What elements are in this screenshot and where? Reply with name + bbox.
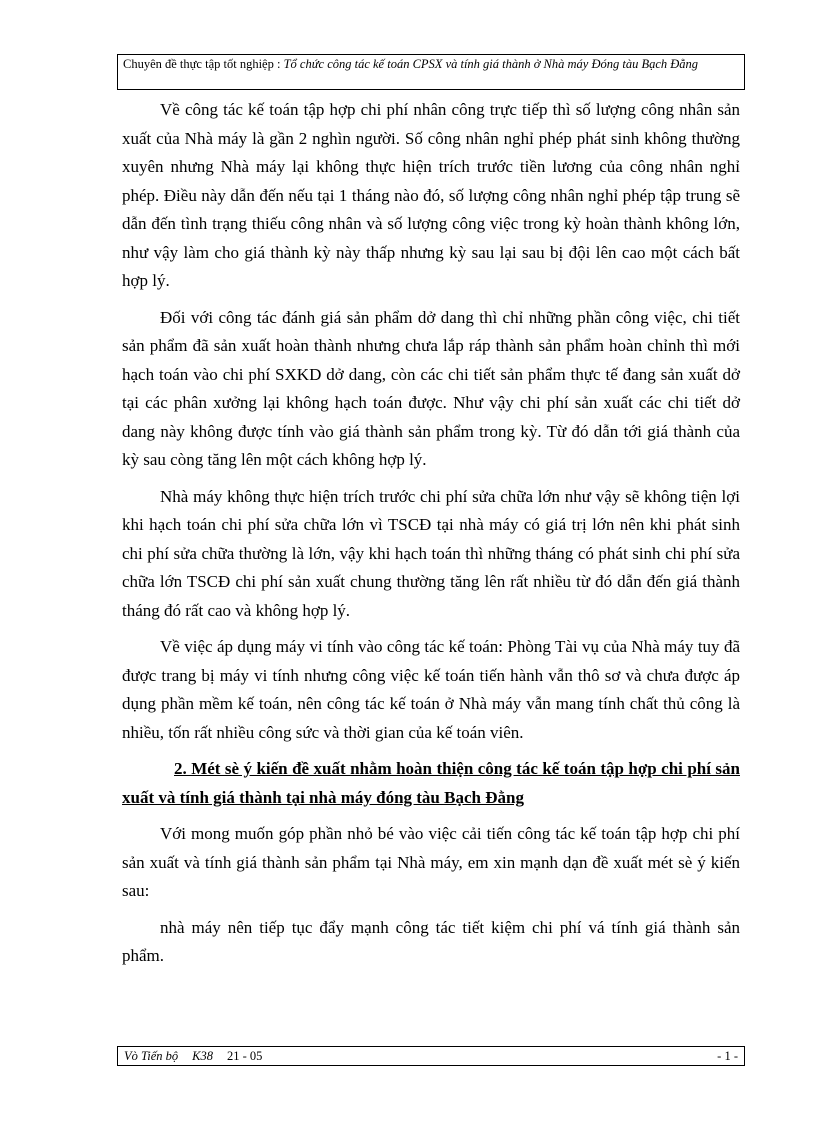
- page-footer: [117, 1046, 745, 1066]
- footer-code: 21 - 05: [227, 1049, 263, 1063]
- footer-author-info: [124, 1048, 276, 1065]
- page-header: [117, 54, 745, 90]
- section-heading: 2. Mét sè ý kiến đề xuất nhằm hoàn thiện công tác kế toán tập hợp chi phí sản xuất và tính giá thành tại nhà máy đóng tàu Bạch Đằng: [122, 759, 740, 807]
- header-prefix: Chuyên đề thực tập tốt nghiệp :: [123, 57, 284, 71]
- header-title: Tổ chức công tác kế toán CPSX và tính giá thành ở Nhà máy Đóng tàu Bạch Đằng: [283, 57, 699, 71]
- footer-author: Vò Tiến bộ: [124, 1049, 179, 1063]
- paragraph-5: Với mong muốn góp phần nhỏ bé vào việc cải tiến công tác kế toán tập hợp chi phí sản xuất và tính giá thành sản phẩm tại Nhà máy, em xin mạnh dạn đề xuất mét sè ý kiến sau:: [122, 824, 740, 900]
- page-number: - 1 -: [717, 1049, 738, 1063]
- paragraph-2: Đối với công tác đánh giá sản phẩm dở dang thì chỉ những phần công việc, chi tiết sản phẩm đã sản xuất hoàn thành nhưng chưa lắp ráp thành sản phẩm hoàn chỉnh thì mới hạch toán vào chi phí SXKD dở dang, còn các chi tiết sản phẩm thực tế đang sản xuất dở tại các phân xưởng lại không hạch toán được. Như vậy chi phí sản xuất các chi tiết dở dang này không được tính vào giá thành sản phẩm trong kỳ. Từ đó dẫn tới giá thành của kỳ sau còng tăng lên một cách không hợp lý.: [122, 307, 740, 469]
- paragraph-3: Nhà máy không thực hiện trích trước chi phí sửa chữa lớn như vậy sẽ không tiện lợi khi hạch toán chi phí sửa chữa lớn vì TSCĐ tại nhà máy có giá trị lớn nên khi phát sinh chi phí sửa chữa thường là lớn, vậy khi hạch toán thì những tháng có phát sinh chi phí sửa chữa lớn TSCĐ chi phí sản xuất chung thường tăng lên rất nhiều từ đó dẫn đến giá thành tháng đó rất cao và không hợp lý.: [122, 486, 740, 620]
- paragraph-1: Về công tác kế toán tập hợp chi phí nhân công trực tiếp thì số lượng công nhân sản xuất của Nhà máy là gần 2 nghìn người. Số công nhân nghỉ phép phát sinh không thường xuyên nhưng Nhà máy lại không thực hiện trích trước tiền lương của công nhân nghỉ phép. Điều này dẫn đến nếu tại 1 tháng nào đó, số lượng công nhân nghỉ phép tập trung sẽ dẫn đến tình trạng thiếu công nhân và số lượng công việc trong kỳ hoàn thành không lớn, như vậy làm cho giá thành kỳ này thấp nhưng kỳ sau lại sau bị đội lên cao một cách bất hợp lý.: [122, 100, 740, 290]
- paragraph-4: Về việc áp dụng máy vi tính vào công tác kế toán: Phòng Tài vụ của Nhà máy tuy đã được trang bị máy vi tính nhưng công việc kế toán tiến hành vẫn thô sơ và chưa được áp dụng phần mềm kế toán, nên công tác kế toán ở Nhà máy vẫn mang tính chất thủ công là nhiều, tốn rất nhiều công sức và thời gian của kế toán viên.: [122, 637, 740, 742]
- document-body: [122, 96, 740, 979]
- footer-class: K38: [192, 1049, 214, 1063]
- paragraph-6: nhà máy nên tiếp tục đẩy mạnh công tác tiết kiệm chi phí vá tính giá thành sản phẩm.: [122, 917, 740, 965]
